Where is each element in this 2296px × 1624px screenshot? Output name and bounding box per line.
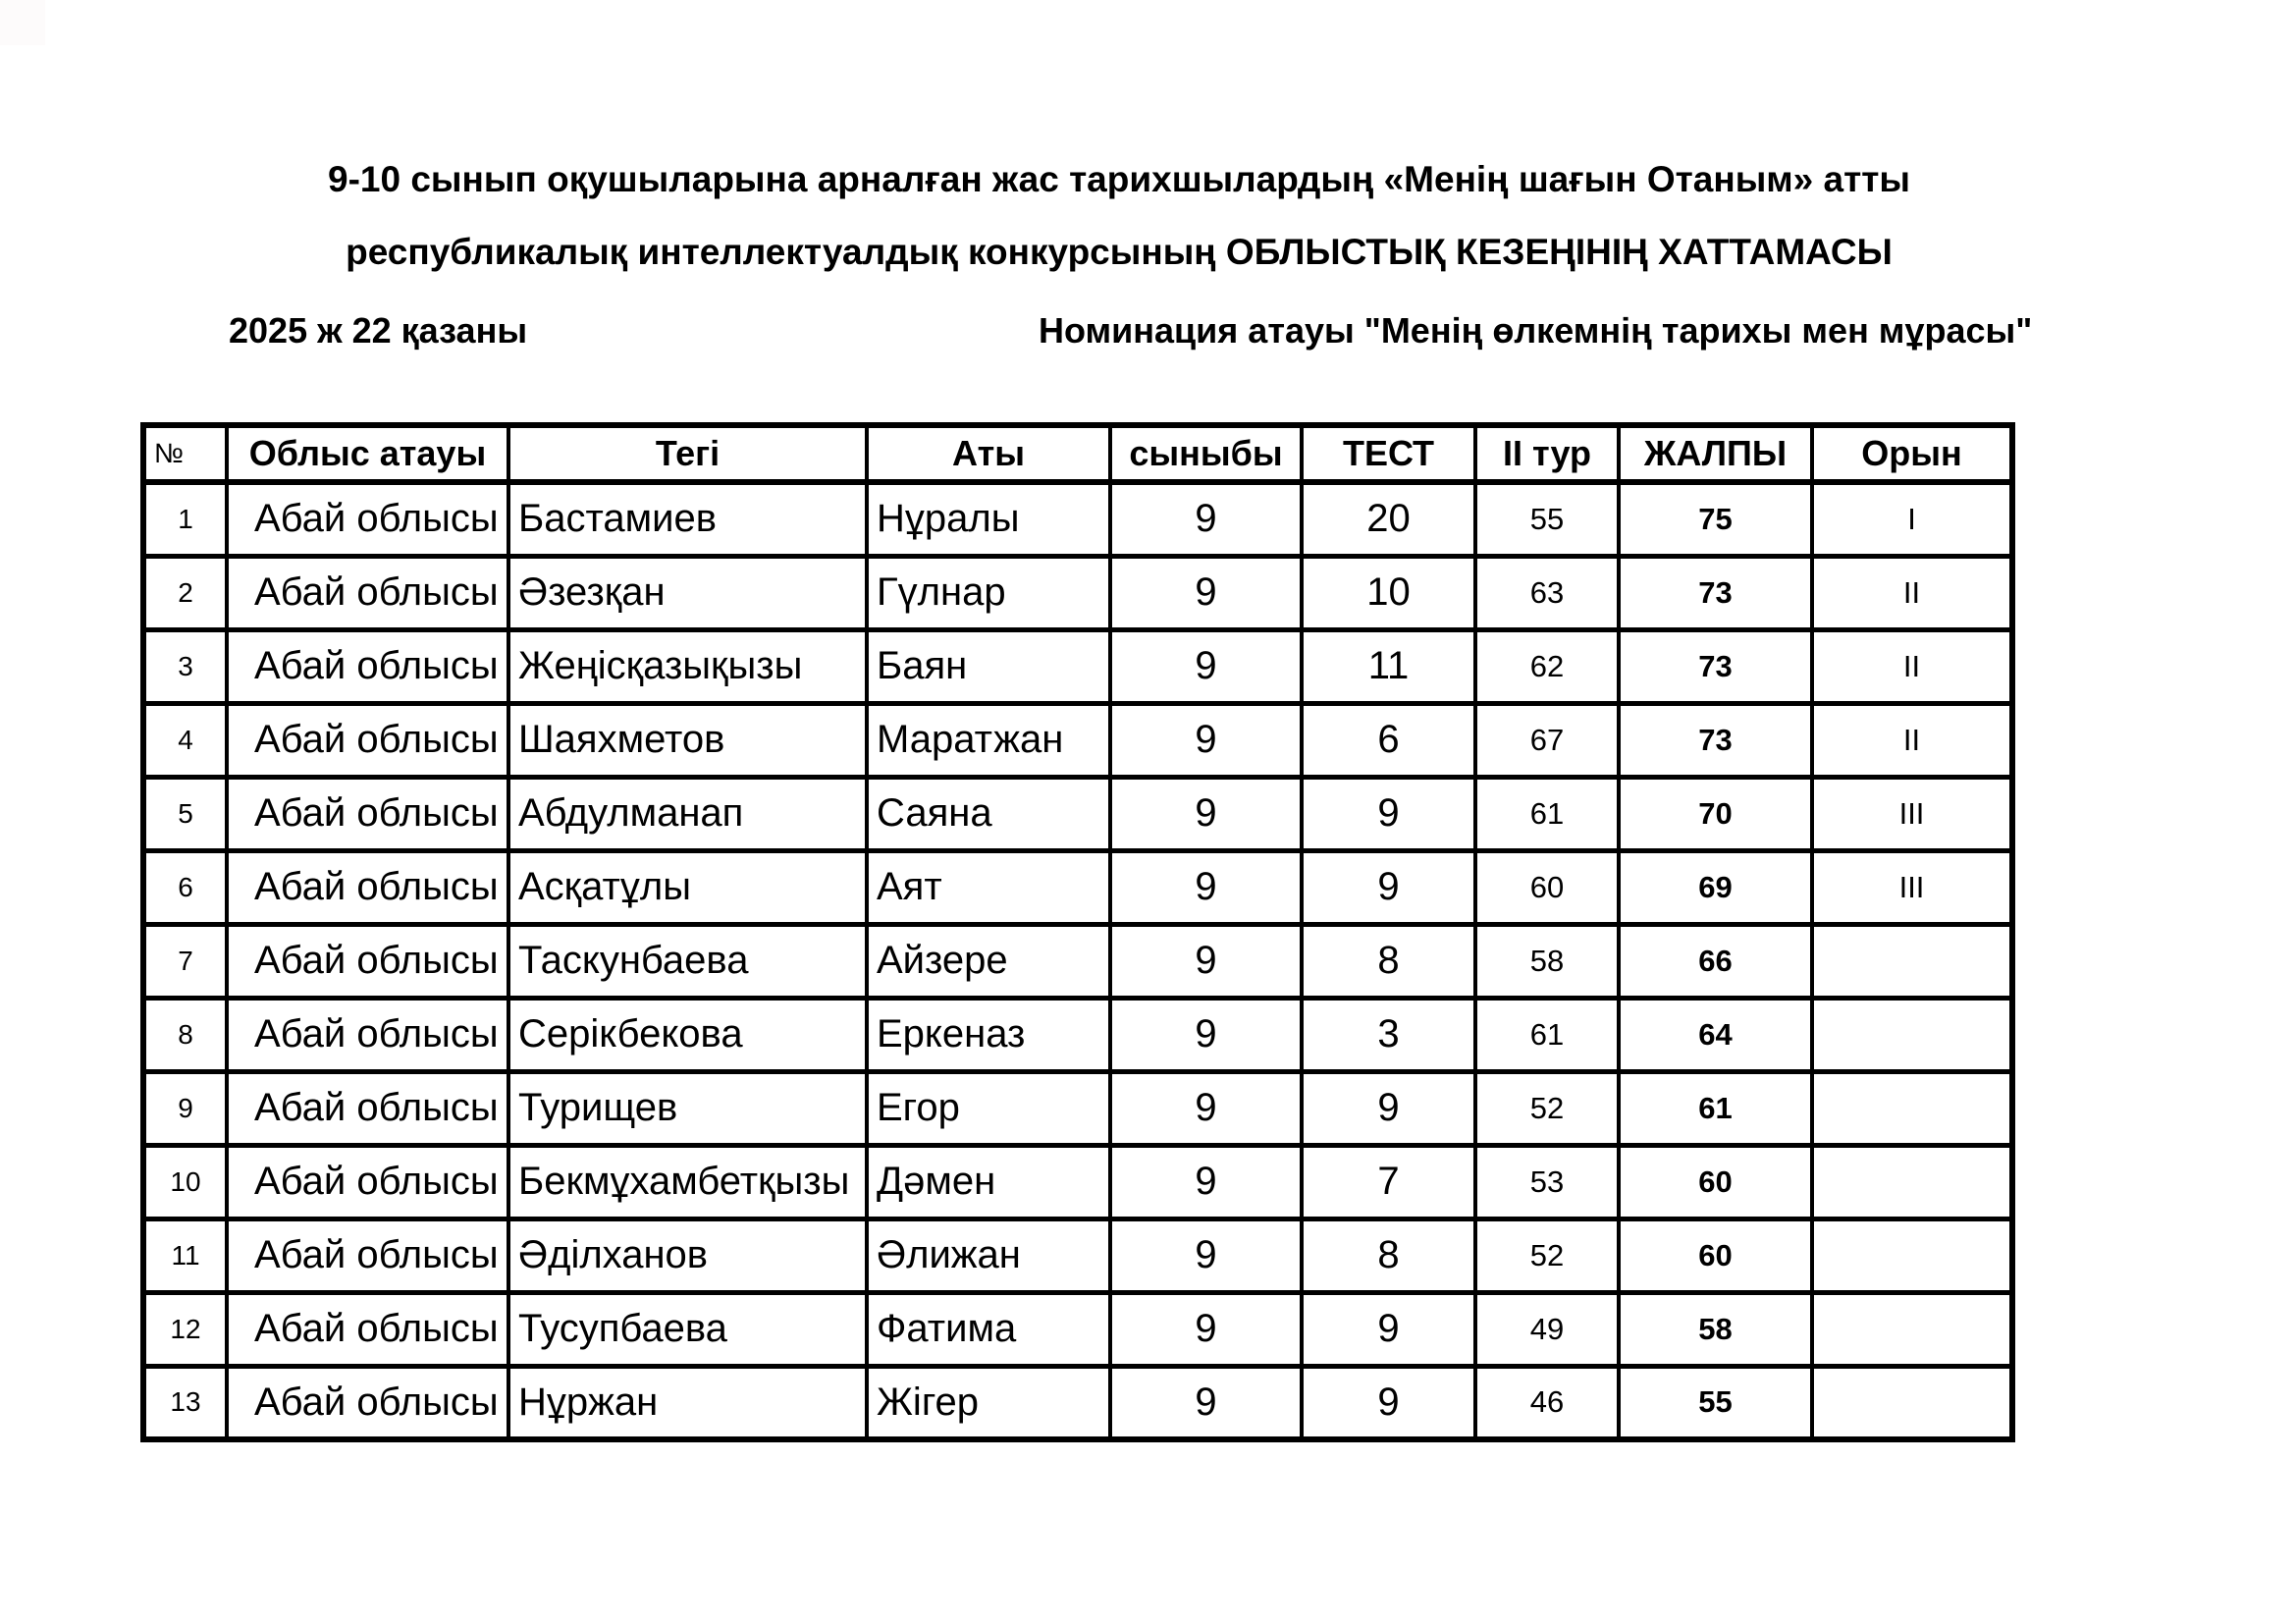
cell-total: 61 [1619,1071,1812,1145]
cell-place: III [1812,850,2012,924]
cell-surname: Бастамиев [508,482,867,556]
cell-name: Егор [867,1071,1110,1145]
header-num: № [143,425,227,482]
cell-name: Саяна [867,777,1110,850]
cell-surname: Абдулманап [508,777,867,850]
header-surname: Тегі [508,425,867,482]
cell-round2: 52 [1475,1071,1619,1145]
cell-round2: 67 [1475,703,1619,777]
cell-round2: 63 [1475,556,1619,629]
cell-name: Нұралы [867,482,1110,556]
cell-total: 70 [1619,777,1812,850]
cell-round2: 46 [1475,1366,1619,1439]
cell-region: Абай облысы [227,556,508,629]
cell-place [1812,998,2012,1071]
cell-total: 60 [1619,1218,1812,1292]
table-row [143,1071,2012,1145]
cell-surname: Серікбекова [508,998,867,1071]
cell-num: 7 [143,924,227,998]
cell-round2: 52 [1475,1218,1619,1292]
cell-test: 3 [1302,998,1475,1071]
cell-total: 73 [1619,556,1812,629]
cell-name: Еркеназ [867,998,1110,1071]
table-row [143,703,2012,777]
cell-total: 69 [1619,850,1812,924]
cell-region: Абай облысы [227,1292,508,1366]
cell-total: 55 [1619,1366,1812,1439]
cell-total: 58 [1619,1292,1812,1366]
cell-round2: 62 [1475,629,1619,703]
cell-surname: Әділханов [508,1218,867,1292]
header-total: ЖАЛПЫ [1619,425,1812,482]
cell-test: 9 [1302,1071,1475,1145]
cell-surname: Турищев [508,1071,867,1145]
cell-region: Абай облысы [227,924,508,998]
cell-total: 64 [1619,998,1812,1071]
cell-region: Абай облысы [227,1366,508,1439]
table-row [143,482,2012,556]
table-row [143,924,2012,998]
cell-num: 5 [143,777,227,850]
cell-place: II [1812,629,2012,703]
cell-place: II [1812,556,2012,629]
cell-region: Абай облысы [227,1145,508,1218]
table-row [143,850,2012,924]
results-table-head [143,425,2012,482]
cell-test: 6 [1302,703,1475,777]
cell-test: 9 [1302,1366,1475,1439]
cell-name: Фатима [867,1292,1110,1366]
cell-grade: 9 [1110,1292,1302,1366]
cell-num: 10 [143,1145,227,1218]
header-region: Облыс атауы [227,425,508,482]
table-row [143,1366,2012,1439]
cell-region: Абай облысы [227,482,508,556]
cell-region: Абай облысы [227,703,508,777]
cell-test: 9 [1302,1292,1475,1366]
cell-place [1812,1218,2012,1292]
cell-name: Аят [867,850,1110,924]
cell-test: 8 [1302,924,1475,998]
cell-surname: Шаяхметов [508,703,867,777]
cell-round2: 49 [1475,1292,1619,1366]
cell-region: Абай облысы [227,998,508,1071]
cell-num: 2 [143,556,227,629]
table-row [143,1218,2012,1292]
cell-total: 75 [1619,482,1812,556]
cell-grade: 9 [1110,998,1302,1071]
cell-test: 9 [1302,850,1475,924]
cell-round2: 61 [1475,998,1619,1071]
cell-place: III [1812,777,2012,850]
results-table [140,422,2015,1442]
header-row [143,425,2012,482]
cell-name: Гүлнар [867,556,1110,629]
cell-place [1812,1366,2012,1439]
cell-test: 7 [1302,1145,1475,1218]
cell-grade: 9 [1110,1366,1302,1439]
cell-num: 4 [143,703,227,777]
cell-surname: Жеңісқазықызы [508,629,867,703]
cell-surname: Асқатұлы [508,850,867,924]
cell-place: I [1812,482,2012,556]
cell-surname: Бекмұхамбетқызы [508,1145,867,1218]
cell-test: 20 [1302,482,1475,556]
cell-name: Дәмен [867,1145,1110,1218]
cell-round2: 55 [1475,482,1619,556]
cell-place: II [1812,703,2012,777]
cell-num: 1 [143,482,227,556]
cell-num: 6 [143,850,227,924]
cell-total: 60 [1619,1145,1812,1218]
cell-grade: 9 [1110,629,1302,703]
cell-grade: 9 [1110,924,1302,998]
cell-surname: Таскунбаева [508,924,867,998]
header-round2: II тур [1475,425,1619,482]
cell-test: 10 [1302,556,1475,629]
cell-name: Маратжан [867,703,1110,777]
title-line-2: республикалық интеллектуалдық конкурсының ОБЛЫСТЫҚ КЕЗЕҢІНІҢ ХАТТАМАСЫ [346,232,1893,272]
cell-grade: 9 [1110,556,1302,629]
cell-grade: 9 [1110,1218,1302,1292]
header-test: ТЕСТ [1302,425,1475,482]
cell-round2: 58 [1475,924,1619,998]
table-row [143,1145,2012,1218]
cell-region: Абай облысы [227,850,508,924]
cell-surname: Нұржан [508,1366,867,1439]
header-name: Аты [867,425,1110,482]
table-row [143,777,2012,850]
cell-place [1812,1292,2012,1366]
cell-surname: Әзезқан [508,556,867,629]
scan-artifact-mark [0,0,45,45]
cell-num: 12 [143,1292,227,1366]
header-grade: сыныбы [1110,425,1302,482]
cell-name: Баян [867,629,1110,703]
cell-grade: 9 [1110,703,1302,777]
cell-round2: 61 [1475,777,1619,850]
cell-region: Абай облысы [227,1071,508,1145]
cell-num: 9 [143,1071,227,1145]
cell-num: 13 [143,1366,227,1439]
cell-total: 66 [1619,924,1812,998]
cell-region: Абай облысы [227,777,508,850]
cell-test: 11 [1302,629,1475,703]
cell-total: 73 [1619,703,1812,777]
document-title [147,143,2091,289]
cell-total: 73 [1619,629,1812,703]
cell-grade: 9 [1110,1071,1302,1145]
cell-num: 11 [143,1218,227,1292]
table-row [143,629,2012,703]
cell-grade: 9 [1110,777,1302,850]
cell-test: 8 [1302,1218,1475,1292]
cell-place [1812,1145,2012,1218]
document-date: 2025 ж 22 қазаны [229,310,528,351]
cell-grade: 9 [1110,850,1302,924]
results-table-body [143,482,2012,1439]
cell-name: Жігер [867,1366,1110,1439]
cell-grade: 9 [1110,482,1302,556]
cell-place [1812,924,2012,998]
cell-num: 3 [143,629,227,703]
table-row [143,1292,2012,1366]
cell-test: 9 [1302,777,1475,850]
cell-place [1812,1071,2012,1145]
cell-region: Абай облысы [227,629,508,703]
cell-name: Айзере [867,924,1110,998]
cell-name: Әлижан [867,1218,1110,1292]
table-row [143,556,2012,629]
cell-region: Абай облысы [227,1218,508,1292]
cell-round2: 60 [1475,850,1619,924]
title-line-1: 9-10 сынып оқушыларына арналған жас тарихшылардың «Менің шағын Отаным» атты [328,159,1910,199]
header-place: Орын [1812,425,2012,482]
cell-grade: 9 [1110,1145,1302,1218]
cell-surname: Тусупбаева [508,1292,867,1366]
cell-round2: 53 [1475,1145,1619,1218]
nomination-title: Номинация атауы "Менің өлкемнің тарихы мен мұрасы" [1039,310,2033,351]
table-row [143,998,2012,1071]
cell-num: 8 [143,998,227,1071]
